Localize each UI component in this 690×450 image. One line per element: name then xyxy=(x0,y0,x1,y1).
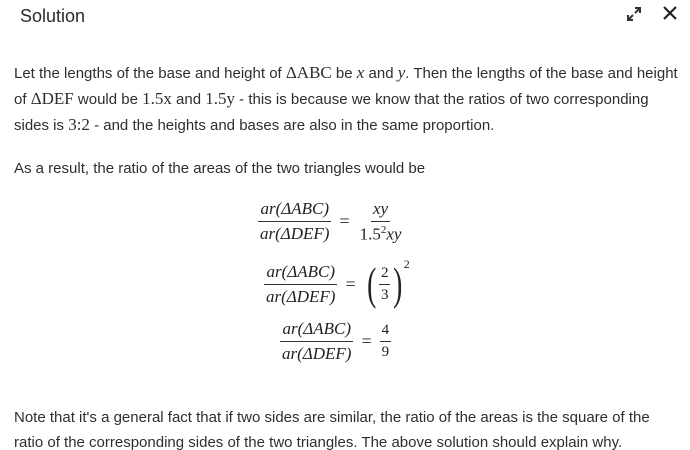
base: 1.5 xyxy=(359,224,381,244)
lhs-fraction xyxy=(280,319,353,364)
equals-sign: = xyxy=(345,273,356,294)
lhs-numerator: ar(ΔABC) xyxy=(280,319,353,342)
rhs-numerator: xy xyxy=(371,199,390,222)
paragraph-setup xyxy=(14,60,678,138)
variable: xy xyxy=(386,224,402,244)
solution-content xyxy=(14,60,678,450)
outer-exponent: 2 xyxy=(403,257,410,271)
text: - this is because we know that the ratios of two corresponding sides is xyxy=(14,91,649,134)
math-ratio: 3:2 xyxy=(68,115,90,134)
math-x: x xyxy=(356,63,365,82)
modal-header xyxy=(0,0,690,34)
paragraph-note: Note that it's a general fact that if two sides are similar, the ratio of the areas is the square of the ratio of the corresponding sides of the two triangles. The above solution should explain why. xyxy=(14,409,650,450)
modal-title: Solution xyxy=(20,6,86,26)
math-1-5x: 1.5x xyxy=(142,89,172,108)
inner-denominator: 3 xyxy=(380,286,389,303)
expand-icon xyxy=(624,5,644,23)
math-def: ΔDEF xyxy=(30,89,74,108)
equals-sign: = xyxy=(361,331,372,351)
text: . Then the lengths of the base and height of xyxy=(14,65,678,108)
text: and xyxy=(171,91,206,108)
lhs-denominator: ar(ΔDEF) xyxy=(282,344,352,363)
rhs-fraction xyxy=(358,199,404,245)
inner-numerator: 2 xyxy=(379,265,391,285)
close-button[interactable] xyxy=(660,5,680,23)
rhs-numerator: 4 xyxy=(380,322,392,342)
exponent: 2 xyxy=(380,224,387,236)
math-abc: ΔABC xyxy=(285,63,332,82)
equation-2 xyxy=(264,257,410,309)
equation-1 xyxy=(258,199,403,245)
lhs-denominator: ar(ΔDEF) xyxy=(266,286,336,306)
equals-sign: = xyxy=(339,211,350,232)
lhs-fraction xyxy=(264,262,337,307)
lhs-denominator: ar(ΔDEF) xyxy=(260,224,330,244)
text: be xyxy=(331,65,357,82)
right-paren: ) xyxy=(393,258,403,309)
close-icon xyxy=(660,5,680,23)
expand-button[interactable] xyxy=(624,5,644,23)
math-y: y xyxy=(397,63,406,82)
equations xyxy=(14,199,678,405)
math-1-5y: 1.5y xyxy=(205,89,236,108)
left-paren: ( xyxy=(366,258,376,309)
text: would be xyxy=(73,91,143,108)
equation-3 xyxy=(280,319,391,364)
lhs-fraction xyxy=(258,199,331,244)
text: Let the lengths of the base and height of xyxy=(14,65,286,82)
text: - and the heights and bases are also in the same proportion. xyxy=(89,117,495,134)
rhs-fraction xyxy=(380,322,392,361)
lhs-numerator: ar(ΔABC) xyxy=(264,262,337,285)
rhs-denominator: 9 xyxy=(381,344,390,360)
inner-fraction xyxy=(379,265,391,304)
text: and xyxy=(364,65,398,82)
paragraph-result: As a result, the ratio of the areas of the two triangles would be xyxy=(14,160,426,177)
rhs-denominator xyxy=(358,222,404,245)
lhs-numerator: ar(ΔABC) xyxy=(258,199,331,222)
